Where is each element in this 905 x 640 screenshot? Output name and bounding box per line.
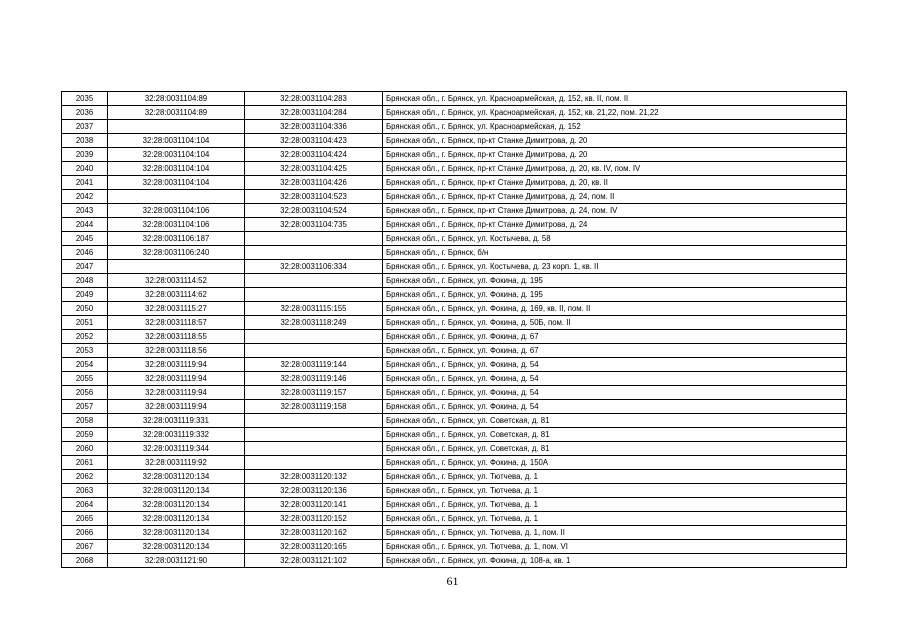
- row-number-cell: 2039: [62, 148, 108, 162]
- address-cell: Брянская обл., г. Брянск, пр-кт Станке Димитрова, д. 20, кв. IV, пом. IV: [383, 162, 847, 176]
- parcel-number-cell: 32:28:0031106:187: [108, 232, 245, 246]
- table-row: [62, 260, 847, 274]
- row-number-cell: 2035: [62, 92, 108, 106]
- address-cell: Брянская обл., г. Брянск, пр-кт Станке Димитрова, д. 20: [383, 134, 847, 148]
- object-number-cell: 32:28:0031120:141: [245, 498, 383, 512]
- row-number-cell: 2068: [62, 554, 108, 568]
- row-number-cell: 2051: [62, 316, 108, 330]
- parcel-number-cell: 32:28:0031120:134: [108, 484, 245, 498]
- object-number-cell: 32:28:0031120:132: [245, 470, 383, 484]
- row-number-cell: 2052: [62, 330, 108, 344]
- parcel-number-cell: 32:28:0031119:94: [108, 400, 245, 414]
- address-cell: Брянская обл., г. Брянск, ул. Красноармейская, д. 152, кв. II, пом. II: [383, 92, 847, 106]
- row-number-cell: 2042: [62, 190, 108, 204]
- row-number-cell: 2040: [62, 162, 108, 176]
- row-number-cell: 2053: [62, 344, 108, 358]
- row-number-cell: 2056: [62, 386, 108, 400]
- address-cell: Брянская обл., г. Брянск, б/н: [383, 246, 847, 260]
- parcel-number-cell: 32:28:0031118:56: [108, 344, 245, 358]
- parcel-number-cell: 32:28:0031118:57: [108, 316, 245, 330]
- parcel-number-cell: 32:28:0031115:27: [108, 302, 245, 316]
- table-row: [62, 288, 847, 302]
- parcel-number-cell: [108, 120, 245, 134]
- address-cell: Брянская обл., г. Брянск, ул. Фокина, д. 54: [383, 358, 847, 372]
- table-row: [62, 316, 847, 330]
- table-row: [62, 162, 847, 176]
- parcel-number-cell: 32:28:0031121:90: [108, 554, 245, 568]
- address-cell: Брянская обл., г. Брянск, пр-кт Станке Димитрова, д. 24, пом. II: [383, 190, 847, 204]
- object-number-cell: [245, 274, 383, 288]
- table-row: [62, 176, 847, 190]
- object-number-cell: 32:28:0031106:334: [245, 260, 383, 274]
- parcel-number-cell: 32:28:0031120:134: [108, 526, 245, 540]
- object-number-cell: 32:28:0031120:165: [245, 540, 383, 554]
- table-row: [62, 414, 847, 428]
- parcel-number-cell: 32:28:0031120:134: [108, 512, 245, 526]
- address-cell: Брянская обл., г. Брянск, ул. Тютчева, д. 1: [383, 498, 847, 512]
- parcel-number-cell: 32:28:0031104:104: [108, 162, 245, 176]
- object-number-cell: 32:28:0031115:155: [245, 302, 383, 316]
- object-number-cell: 32:28:0031104:523: [245, 190, 383, 204]
- page-number: 61: [446, 574, 459, 588]
- object-number-cell: 32:28:0031104:284: [245, 106, 383, 120]
- row-number-cell: 2059: [62, 428, 108, 442]
- address-cell: Брянская обл., г. Брянск, ул. Фокина, д. 108-а, кв. 1: [383, 554, 847, 568]
- table-row: [62, 428, 847, 442]
- address-cell: Брянская обл., г. Брянск, ул. Костычева, д. 23 корп. 1, кв. II: [383, 260, 847, 274]
- table-body: [62, 92, 847, 568]
- table-row: [62, 358, 847, 372]
- table-row: [62, 456, 847, 470]
- object-number-cell: [245, 246, 383, 260]
- parcel-number-cell: 32:28:0031104:104: [108, 134, 245, 148]
- row-number-cell: 2054: [62, 358, 108, 372]
- object-number-cell: 32:28:0031121:102: [245, 554, 383, 568]
- table-row: [62, 372, 847, 386]
- table-row: [62, 442, 847, 456]
- table-row: [62, 330, 847, 344]
- address-cell: Брянская обл., г. Брянск, пр-кт Станке Димитрова, д. 20: [383, 148, 847, 162]
- table-row: [62, 218, 847, 232]
- table-row: [62, 512, 847, 526]
- table-row: [62, 232, 847, 246]
- row-number-cell: 2041: [62, 176, 108, 190]
- row-number-cell: 2065: [62, 512, 108, 526]
- object-number-cell: 32:28:0031120:152: [245, 512, 383, 526]
- row-number-cell: 2050: [62, 302, 108, 316]
- parcel-number-cell: 32:28:0031118:55: [108, 330, 245, 344]
- object-number-cell: 32:28:0031104:336: [245, 120, 383, 134]
- address-cell: Брянская обл., г. Брянск, ул. Фокина, д. 67: [383, 330, 847, 344]
- table-row: [62, 540, 847, 554]
- parcel-number-cell: 32:28:0031104:106: [108, 204, 245, 218]
- row-number-cell: 2067: [62, 540, 108, 554]
- object-number-cell: 32:28:0031120:136: [245, 484, 383, 498]
- row-number-cell: 2057: [62, 400, 108, 414]
- object-number-cell: 32:28:0031104:425: [245, 162, 383, 176]
- object-number-cell: 32:28:0031119:158: [245, 400, 383, 414]
- address-cell: Брянская обл., г. Брянск, ул. Советская, д. 81: [383, 414, 847, 428]
- object-number-cell: [245, 232, 383, 246]
- address-cell: Брянская обл., г. Брянск, ул. Фокина, д. 195: [383, 274, 847, 288]
- table-row: [62, 274, 847, 288]
- row-number-cell: 2061: [62, 456, 108, 470]
- parcel-number-cell: 32:28:0031119:344: [108, 442, 245, 456]
- table-row: [62, 106, 847, 120]
- table-row: [62, 134, 847, 148]
- address-cell: Брянская обл., г. Брянск, ул. Фокина, д. 54: [383, 372, 847, 386]
- table-row: [62, 120, 847, 134]
- table-row: [62, 484, 847, 498]
- parcel-number-cell: 32:28:0031119:94: [108, 358, 245, 372]
- address-cell: Брянская обл., г. Брянск, пр-кт Станке Димитрова, д. 24, пом. IV: [383, 204, 847, 218]
- parcel-number-cell: 32:28:0031119:331: [108, 414, 245, 428]
- address-cell: Брянская обл., г. Брянск, ул. Красноармейская, д. 152, кв. 21,22, пом. 21,22: [383, 106, 847, 120]
- object-number-cell: 32:28:0031104:424: [245, 148, 383, 162]
- object-number-cell: 32:28:0031119:146: [245, 372, 383, 386]
- table-row: [62, 190, 847, 204]
- address-cell: Брянская обл., г. Брянск, ул. Фокина, д. 50Б, пом. II: [383, 316, 847, 330]
- parcel-number-cell: 32:28:0031119:332: [108, 428, 245, 442]
- row-number-cell: 2045: [62, 232, 108, 246]
- parcel-number-cell: 32:28:0031119:94: [108, 372, 245, 386]
- parcel-number-cell: 32:28:0031104:104: [108, 148, 245, 162]
- row-number-cell: 2062: [62, 470, 108, 484]
- address-cell: Брянская обл., г. Брянск, ул. Тютчева, д. 1, пом. VI: [383, 540, 847, 554]
- table-row: [62, 554, 847, 568]
- object-number-cell: [245, 414, 383, 428]
- object-number-cell: [245, 442, 383, 456]
- address-cell: Брянская обл., г. Брянск, ул. Советская, д. 81: [383, 442, 847, 456]
- object-number-cell: [245, 456, 383, 470]
- row-number-cell: 2044: [62, 218, 108, 232]
- object-number-cell: 32:28:0031104:426: [245, 176, 383, 190]
- table-row: [62, 498, 847, 512]
- table-row: [62, 148, 847, 162]
- object-number-cell: [245, 344, 383, 358]
- parcel-number-cell: 32:28:0031104:89: [108, 92, 245, 106]
- row-number-cell: 2036: [62, 106, 108, 120]
- address-cell: Брянская обл., г. Брянск, ул. Фокина, д. 67: [383, 344, 847, 358]
- parcel-number-cell: 32:28:0031106:240: [108, 246, 245, 260]
- address-cell: Брянская обл., г. Брянск, ул. Тютчева, д. 1, пом. II: [383, 526, 847, 540]
- row-number-cell: 2038: [62, 134, 108, 148]
- address-cell: Брянская обл., г. Брянск, ул. Фокина, д. 54: [383, 400, 847, 414]
- parcel-number-cell: 32:28:0031104:89: [108, 106, 245, 120]
- address-cell: Брянская обл., г. Брянск, ул. Фокина, д. 169, кв. II, пом. II: [383, 302, 847, 316]
- object-number-cell: 32:28:0031119:157: [245, 386, 383, 400]
- object-number-cell: 32:28:0031104:524: [245, 204, 383, 218]
- row-number-cell: 2046: [62, 246, 108, 260]
- parcel-number-cell: 32:28:0031114:52: [108, 274, 245, 288]
- row-number-cell: 2037: [62, 120, 108, 134]
- parcel-number-cell: 32:28:0031120:134: [108, 498, 245, 512]
- parcel-number-cell: [108, 190, 245, 204]
- row-number-cell: 2055: [62, 372, 108, 386]
- address-cell: Брянская обл., г. Брянск, пр-кт Станке Димитрова, д. 24: [383, 218, 847, 232]
- parcel-number-cell: 32:28:0031120:134: [108, 540, 245, 554]
- parcel-number-cell: 32:28:0031104:106: [108, 218, 245, 232]
- row-number-cell: 2043: [62, 204, 108, 218]
- table-row: [62, 344, 847, 358]
- row-number-cell: 2047: [62, 260, 108, 274]
- table-row: [62, 92, 847, 106]
- table-row: [62, 526, 847, 540]
- table-row: [62, 470, 847, 484]
- row-number-cell: 2063: [62, 484, 108, 498]
- property-table: [61, 91, 847, 568]
- row-number-cell: 2048: [62, 274, 108, 288]
- address-cell: Брянская обл., г. Брянск, ул. Тютчева, д. 1: [383, 470, 847, 484]
- object-number-cell: [245, 428, 383, 442]
- table-row: [62, 302, 847, 316]
- table-row: [62, 400, 847, 414]
- object-number-cell: [245, 330, 383, 344]
- object-number-cell: 32:28:0031104:423: [245, 134, 383, 148]
- object-number-cell: 32:28:0031119:144: [245, 358, 383, 372]
- address-cell: Брянская обл., г. Брянск, ул. Фокина, д. 150А: [383, 456, 847, 470]
- parcel-number-cell: 32:28:0031119:92: [108, 456, 245, 470]
- row-number-cell: 2066: [62, 526, 108, 540]
- object-number-cell: 32:28:0031118:249: [245, 316, 383, 330]
- row-number-cell: 2064: [62, 498, 108, 512]
- table-row: [62, 204, 847, 218]
- parcel-number-cell: [108, 260, 245, 274]
- parcel-number-cell: 32:28:0031120:134: [108, 470, 245, 484]
- row-number-cell: 2058: [62, 414, 108, 428]
- object-number-cell: 32:28:0031104:283: [245, 92, 383, 106]
- address-cell: Брянская обл., г. Брянск, ул. Тютчева, д. 1: [383, 512, 847, 526]
- address-cell: Брянская обл., г. Брянск, ул. Тютчева, д. 1: [383, 484, 847, 498]
- address-cell: Брянская обл., г. Брянск, ул. Советская, д. 81: [383, 428, 847, 442]
- address-cell: Брянская обл., г. Брянск, ул. Фокина, д. 54: [383, 386, 847, 400]
- address-cell: Брянская обл., г. Брянск, пр-кт Станке Димитрова, д. 20, кв. II: [383, 176, 847, 190]
- object-number-cell: 32:28:0031104:735: [245, 218, 383, 232]
- parcel-number-cell: 32:28:0031119:94: [108, 386, 245, 400]
- address-cell: Брянская обл., г. Брянск, ул. Красноармейская, д. 152: [383, 120, 847, 134]
- address-cell: Брянская обл., г. Брянск, ул. Костычева, д. 58: [383, 232, 847, 246]
- address-cell: Брянская обл., г. Брянск, ул. Фокина, д. 195: [383, 288, 847, 302]
- parcel-number-cell: 32:28:0031104:104: [108, 176, 245, 190]
- table-row: [62, 386, 847, 400]
- row-number-cell: 2049: [62, 288, 108, 302]
- parcel-number-cell: 32:28:0031114:62: [108, 288, 245, 302]
- object-number-cell: 32:28:0031120:162: [245, 526, 383, 540]
- row-number-cell: 2060: [62, 442, 108, 456]
- table-row: [62, 246, 847, 260]
- object-number-cell: [245, 288, 383, 302]
